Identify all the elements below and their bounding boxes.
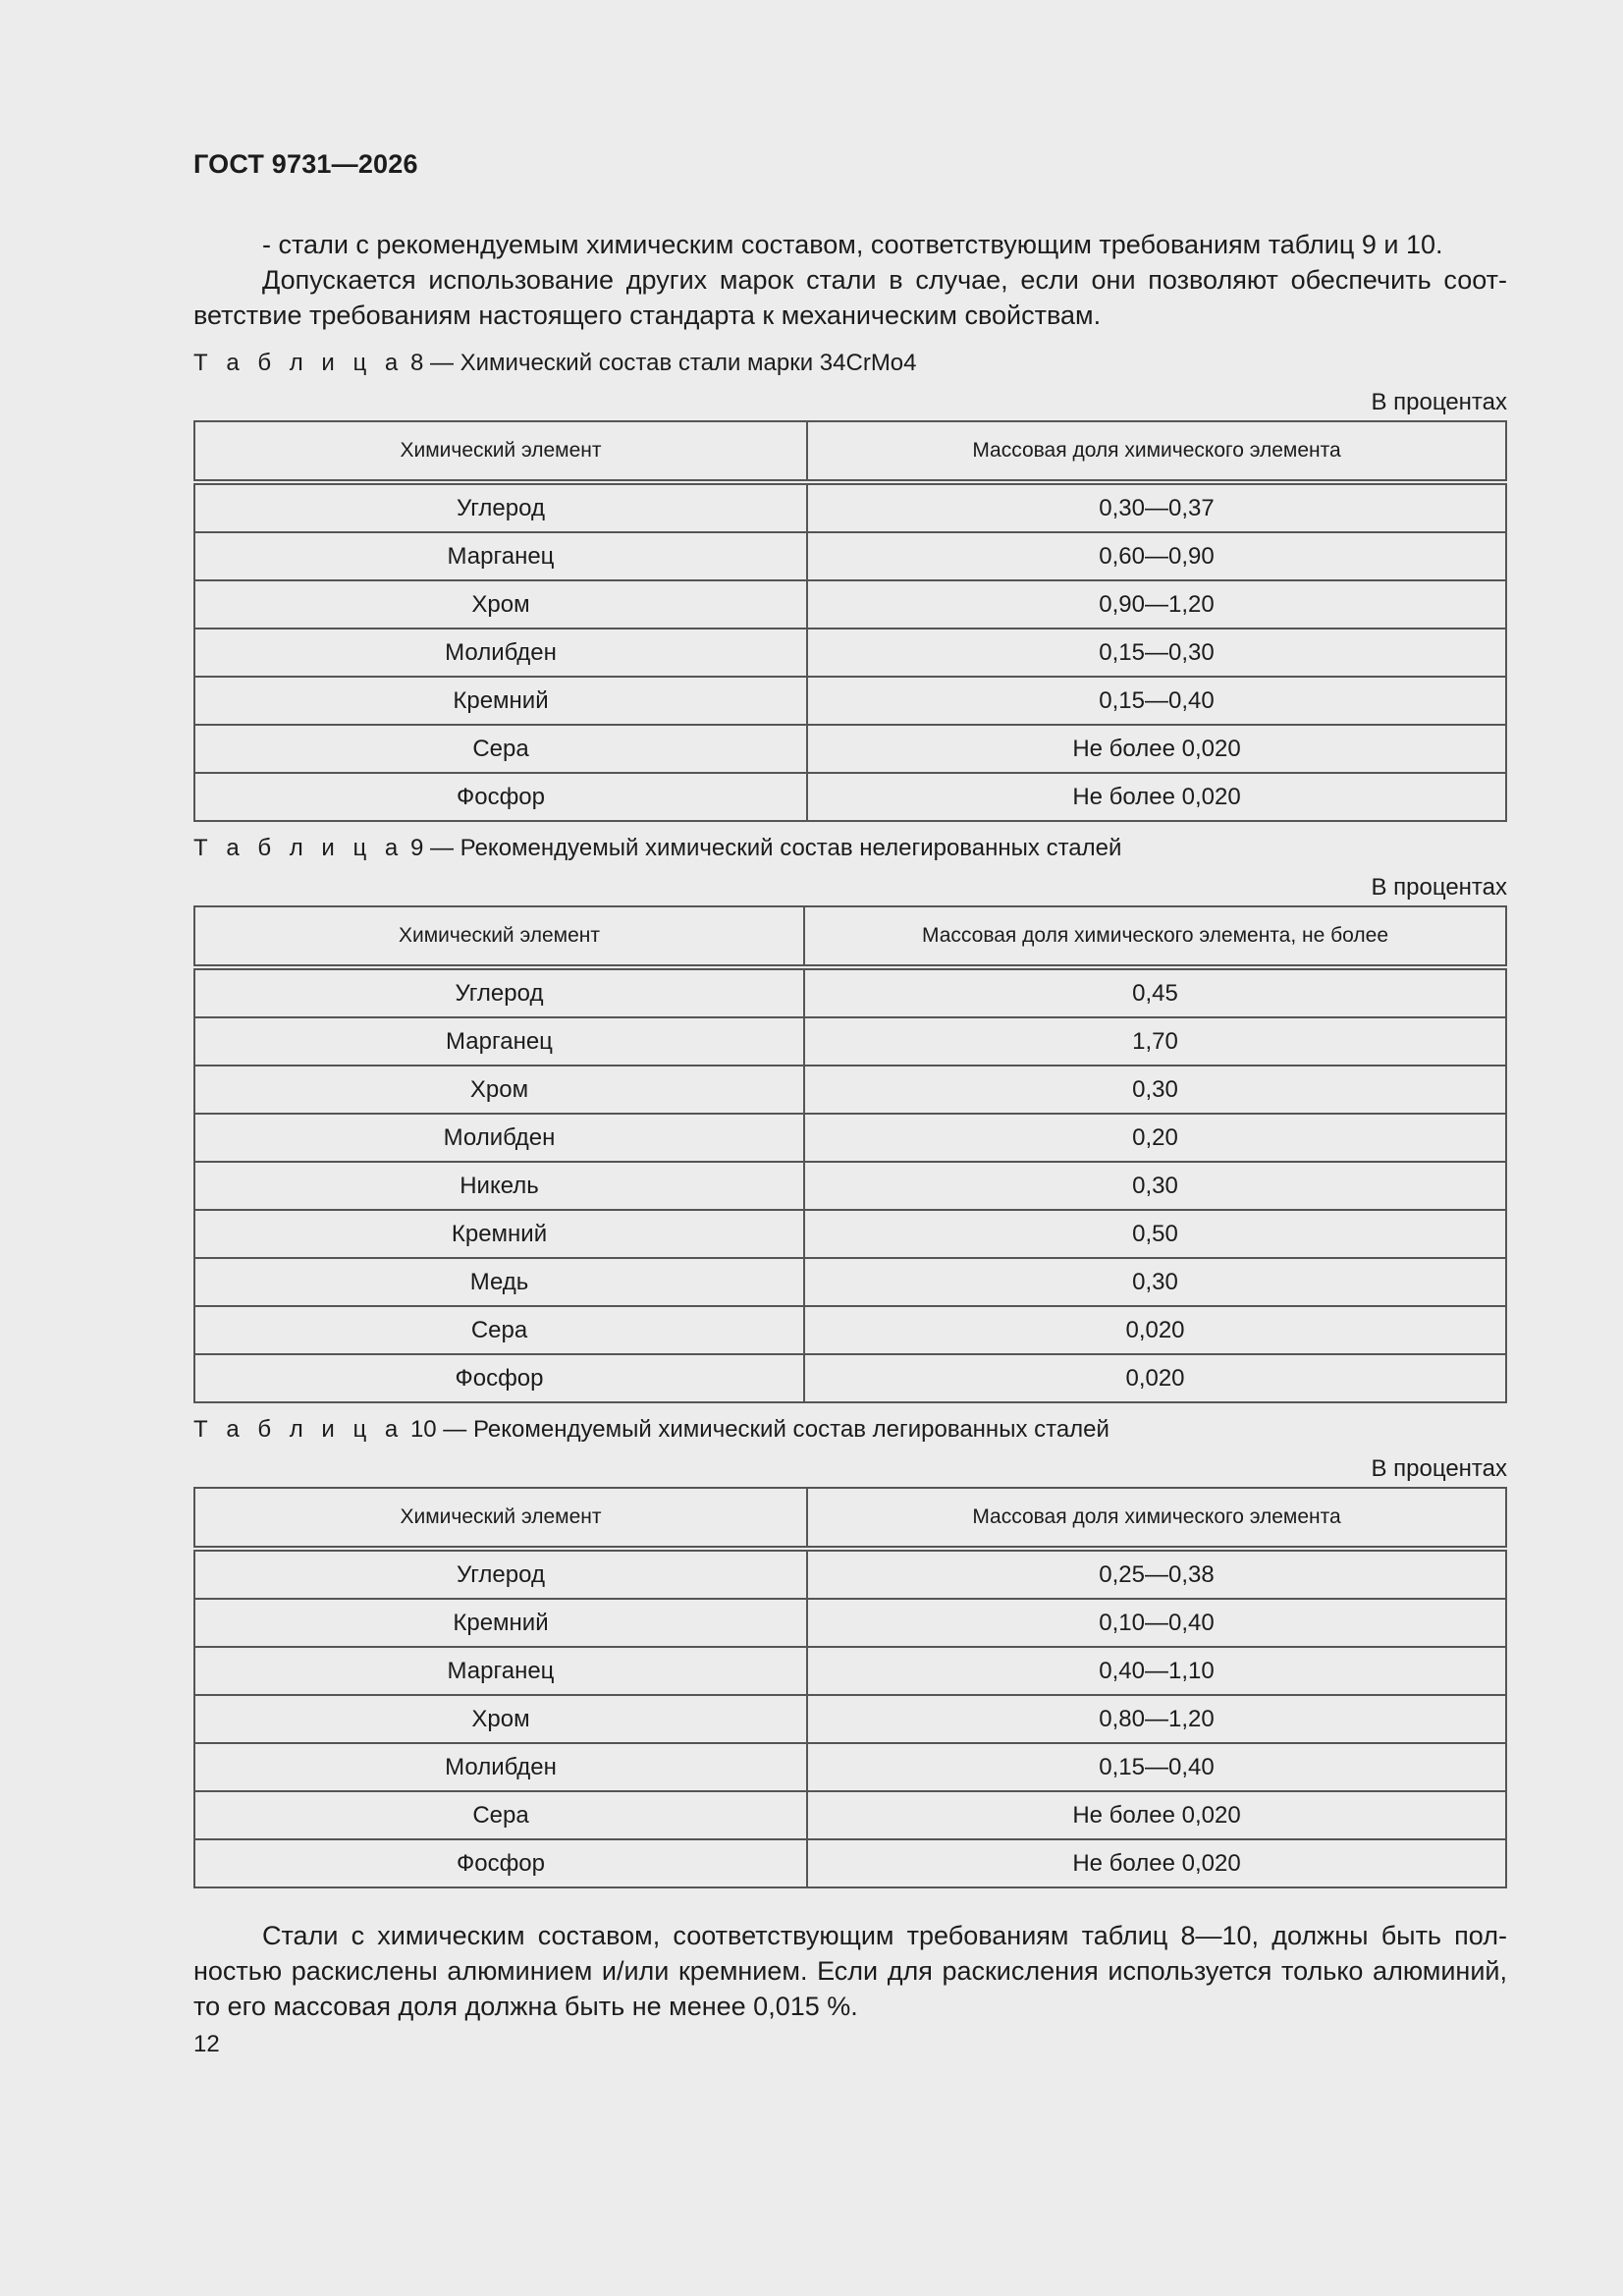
intro-paragraph: Допускается использование других марок стали в случае, если они позволяют обеспечить соответствие требованиям настоящего стандарта к механическим свойствам. xyxy=(193,265,1507,330)
value-cell: 0,10—0,40 xyxy=(807,1599,1506,1647)
table-row xyxy=(194,1695,1506,1743)
table-row xyxy=(194,1258,1506,1306)
table-8-units: В процентах xyxy=(1371,389,1507,415)
element-cell: Медь xyxy=(194,1258,804,1306)
value-cell: Не более 0,020 xyxy=(807,1839,1506,1887)
value-cell: 0,30 xyxy=(804,1258,1506,1306)
page-number: 12 xyxy=(193,2031,220,2057)
value-cell: 0,60—0,90 xyxy=(807,532,1506,580)
document-header: ГОСТ 9731—2026 xyxy=(193,149,418,179)
element-cell: Хром xyxy=(194,580,807,629)
value-cell: 0,45 xyxy=(804,967,1506,1017)
element-cell: Кремний xyxy=(194,1210,804,1258)
value-cell: 1,70 xyxy=(804,1017,1506,1066)
table-header-row xyxy=(194,421,1506,482)
table-row xyxy=(194,1306,1506,1354)
column-header-mass-fraction: Массовая доля химического элемента xyxy=(807,421,1506,482)
value-cell: 0,40—1,10 xyxy=(807,1647,1506,1695)
value-cell: Не более 0,020 xyxy=(807,725,1506,773)
element-cell: Сера xyxy=(194,1791,807,1839)
closing-paragraph: Стали с химическим составом, соответствующим требованиям таблиц 8—10, должны быть полностью раскислены алюминием и/или кремнием. Если для раскисления используется только алюминий, то его массовая доля должна быть не менее 0,015 %. xyxy=(193,1921,1507,2021)
element-cell: Фосфор xyxy=(194,773,807,821)
value-cell: 0,30 xyxy=(804,1162,1506,1210)
table-9-caption xyxy=(193,834,1507,863)
value-cell: 0,020 xyxy=(804,1306,1506,1354)
table-row xyxy=(194,1210,1506,1258)
value-cell: 0,25—0,38 xyxy=(807,1549,1506,1599)
table-row xyxy=(194,967,1506,1017)
table-9-units: В процентах xyxy=(1371,874,1507,901)
table-10-caption xyxy=(193,1415,1507,1445)
element-cell: Кремний xyxy=(194,677,807,725)
table-row xyxy=(194,677,1506,725)
value-cell: 0,80—1,20 xyxy=(807,1695,1506,1743)
table-row xyxy=(194,1549,1506,1599)
element-cell: Сера xyxy=(194,725,807,773)
table-10 xyxy=(193,1487,1507,1888)
element-cell: Фосфор xyxy=(194,1354,804,1402)
table-8-caption-prefix: Т а б л и ц а xyxy=(193,350,405,376)
table-row xyxy=(194,1791,1506,1839)
value-cell: 0,020 xyxy=(804,1354,1506,1402)
element-cell: Марганец xyxy=(194,1647,807,1695)
table-row xyxy=(194,1647,1506,1695)
table-header-row xyxy=(194,1488,1506,1549)
value-cell: 0,30—0,37 xyxy=(807,482,1506,532)
table-row xyxy=(194,629,1506,677)
table-row xyxy=(194,1354,1506,1402)
element-cell: Фосфор xyxy=(194,1839,807,1887)
element-cell: Углерод xyxy=(194,482,807,532)
value-cell: 0,20 xyxy=(804,1114,1506,1162)
table-row xyxy=(194,1599,1506,1647)
element-cell: Молибден xyxy=(194,629,807,677)
value-cell: Не более 0,020 xyxy=(807,773,1506,821)
table-10-caption-prefix: Т а б л и ц а xyxy=(193,1416,405,1443)
table-10-caption-text: 10 — Рекомендуемый химический состав легированных сталей xyxy=(409,1416,1109,1443)
table-row xyxy=(194,1743,1506,1791)
table-8 xyxy=(193,420,1507,822)
value-cell: 0,30 xyxy=(804,1066,1506,1114)
element-cell: Кремний xyxy=(194,1599,807,1647)
table-row xyxy=(194,532,1506,580)
value-cell: 0,15—0,40 xyxy=(807,677,1506,725)
element-cell: Марганец xyxy=(194,1017,804,1066)
value-cell: 0,15—0,40 xyxy=(807,1743,1506,1791)
element-cell: Молибден xyxy=(194,1114,804,1162)
table-8-caption-text: 8 — Химический состав стали марки 34CrMo4 xyxy=(409,350,917,376)
value-cell: 0,90—1,20 xyxy=(807,580,1506,629)
element-cell: Марганец xyxy=(194,532,807,580)
table-row xyxy=(194,1839,1506,1887)
column-header-element: Химический элемент xyxy=(194,906,804,967)
column-header-element: Химический элемент xyxy=(194,1488,807,1549)
column-header-mass-fraction: Массовая доля химического элемента xyxy=(807,1488,1506,1549)
table-9-caption-prefix: Т а б л и ц а xyxy=(193,835,405,861)
table-row xyxy=(194,725,1506,773)
element-cell: Сера xyxy=(194,1306,804,1354)
document-page xyxy=(193,147,1507,2059)
table-row xyxy=(194,1066,1506,1114)
element-cell: Хром xyxy=(194,1695,807,1743)
column-header-element: Химический элемент xyxy=(194,421,807,482)
column-header-mass-fraction: Массовая доля химического элемента, не более xyxy=(804,906,1506,967)
element-cell: Углерод xyxy=(194,1549,807,1599)
table-row xyxy=(194,580,1506,629)
table-10-units: В процентах xyxy=(1371,1455,1507,1482)
value-cell: 0,50 xyxy=(804,1210,1506,1258)
value-cell: Не более 0,020 xyxy=(807,1791,1506,1839)
value-cell: 0,15—0,30 xyxy=(807,629,1506,677)
element-cell: Никель xyxy=(194,1162,804,1210)
table-row xyxy=(194,1162,1506,1210)
table-row xyxy=(194,482,1506,532)
element-cell: Углерод xyxy=(194,967,804,1017)
table-header-row xyxy=(194,906,1506,967)
table-row xyxy=(194,1114,1506,1162)
intro-list-item: - стали с рекомендуемым химическим составом, соответствующим требованиям таблиц 9 и 10. xyxy=(262,230,1443,259)
table-8-caption xyxy=(193,349,1507,378)
table-row xyxy=(194,773,1506,821)
table-9-caption-text: 9 — Рекомендуемый химический состав нелегированных сталей xyxy=(409,835,1122,861)
element-cell: Молибден xyxy=(194,1743,807,1791)
table-row xyxy=(194,1017,1506,1066)
table-9 xyxy=(193,905,1507,1403)
element-cell: Хром xyxy=(194,1066,804,1114)
